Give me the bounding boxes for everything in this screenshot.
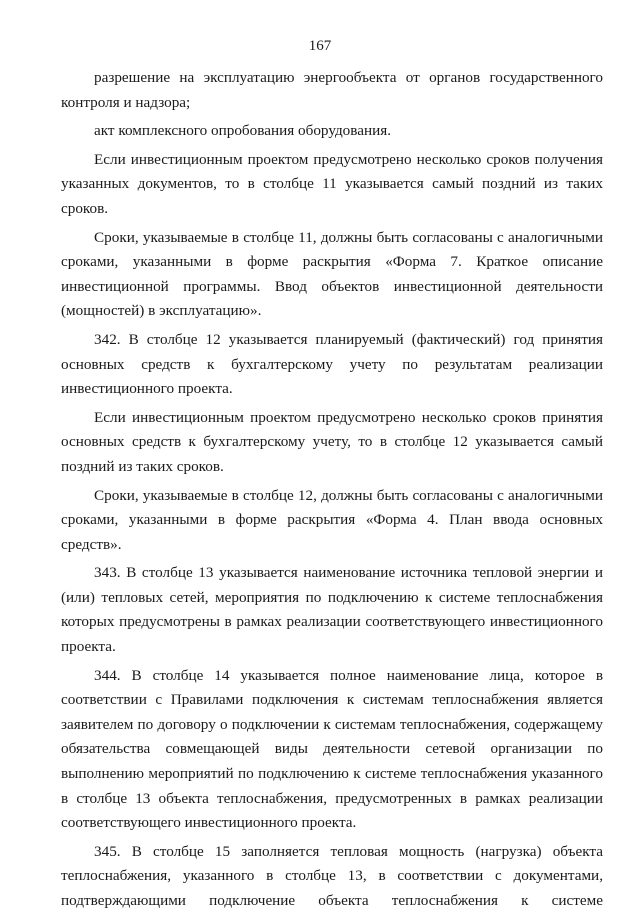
page-number: 167 [308, 38, 332, 54]
paragraph-column-12-form-4: Сроки, указываемые в столбце 12, должны быть согласованы с аналогичными сроками, указанными в форме раскрытия «Форма 4. План ввода основных средств». [61, 486, 603, 553]
paragraph-345: 345. В столбце 15 заполняется тепловая мощность (нагрузка) объекта теплоснабжения, указанного в столбце 13, в соответствии с документами, подтверждающими подключение объекта теплоснабжения к системе [61, 842, 603, 909]
document-body [61, 66, 603, 918]
paragraph-test-act: акт комплексного опробования оборудования. [94, 122, 392, 140]
paragraph-column-11-form-7: Сроки, указываемые в столбце 11, должны быть согласованы с аналогичными сроками, указанными в форме раскрытия «Форма 7. Краткое описание инвестиционной программы. Ввод объектов инвестиционной деятельности (мощностей) в эксплуатацию». [61, 228, 603, 320]
paragraph-column-11-latest: Если инвестиционным проектом предусмотрено несколько сроков получения указанных документов, то в столбце 11 указывается самый поздний из таких сроков. [61, 150, 603, 217]
paragraph-343: 343. В столбце 13 указывается наименование источника тепловой энергии и (или) тепловых сетей, мероприятия по подключению к системе теплоснабжения которых предусмотрены в рамках реализации соответствующего инвестиционного проекта. [61, 564, 603, 656]
paragraph-344: 344. В столбце 14 указывается полное наименование лица, которое в соответствии с Правилами подключения к системам теплоснабжения является заявителем по договору о подключении к системам теплоснабжения, содержащему обязательства совмещающей виды деятельности сетевой организации по выполнению мероприятий по подключению к системе теплоснабжения указанного в столбце 13 объекта теплоснабжения, предусмотренных в рамках реализации соответствующего инвестиционного проекта. [61, 666, 603, 832]
paragraph-permit: разрешение на эксплуатацию энергообъекта от органов государственного контроля и надзора; [61, 69, 603, 111]
paragraph-column-12-latest: Если инвестиционным проектом предусмотрено несколько сроков принятия основных средств к бухгалтерскому учету, то в столбце 12 указывается самый поздний из таких сроков. [61, 408, 603, 475]
paragraph-342: 342. В столбце 12 указывается планируемый (фактический) год принятия основных средств к бухгалтерскому учету по результатам реализации инвестиционного проекта. [61, 330, 603, 398]
